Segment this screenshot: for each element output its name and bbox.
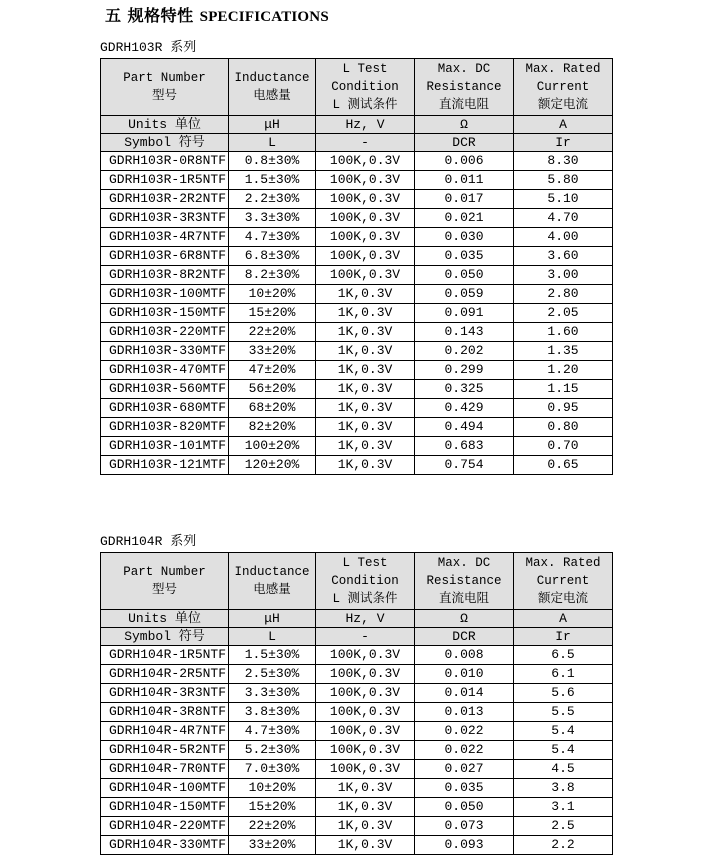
- table-row: [101, 190, 613, 209]
- column-header: [514, 553, 613, 610]
- symbol-row-cell: L: [229, 628, 316, 646]
- value-cell: 0.006: [415, 152, 514, 171]
- part-number-cell: GDRH103R-100MTF: [101, 285, 229, 304]
- table-row: [101, 456, 613, 475]
- value-cell: 100K,0.3V: [316, 171, 415, 190]
- page-title: [0, 0, 713, 27]
- units-row: [101, 610, 613, 628]
- value-cell: 2.5±30%: [229, 665, 316, 684]
- value-cell: 0.143: [415, 323, 514, 342]
- column-header-line: L 测试条件: [332, 592, 398, 606]
- part-number-cell: GDRH104R-220MTF: [101, 817, 229, 836]
- symbol-row-cell: DCR: [415, 628, 514, 646]
- part-number-cell: GDRH104R-5R2NTF: [101, 741, 229, 760]
- part-number-cell: GDRH103R-121MTF: [101, 456, 229, 475]
- value-cell: 4.7±30%: [229, 722, 316, 741]
- part-number-cell: GDRH103R-101MTF: [101, 437, 229, 456]
- units-row-cell: Ω: [415, 116, 514, 134]
- symbol-row-cell: -: [316, 628, 415, 646]
- symbol-row-cell: -: [316, 134, 415, 152]
- part-number-cell: GDRH103R-1R5NTF: [101, 171, 229, 190]
- value-cell: 4.00: [514, 228, 613, 247]
- column-header-line: 额定电流: [537, 98, 588, 112]
- value-cell: 0.073: [415, 817, 514, 836]
- value-cell: 0.035: [415, 247, 514, 266]
- value-cell: 3.8±30%: [229, 703, 316, 722]
- table-row: [101, 798, 613, 817]
- part-number-cell: GDRH103R-3R3NTF: [101, 209, 229, 228]
- value-cell: 10±20%: [229, 779, 316, 798]
- value-cell: 7.0±30%: [229, 760, 316, 779]
- column-header-line: 额定电流: [537, 592, 588, 606]
- value-cell: 1K,0.3V: [316, 380, 415, 399]
- table-row: [101, 304, 613, 323]
- value-cell: 120±20%: [229, 456, 316, 475]
- value-cell: 0.683: [415, 437, 514, 456]
- value-cell: 1K,0.3V: [316, 342, 415, 361]
- column-header-line: 直流电阻: [438, 592, 489, 606]
- value-cell: 3.00: [514, 266, 613, 285]
- column-header-line: Condition: [331, 80, 399, 94]
- value-cell: 5.80: [514, 171, 613, 190]
- table-row: [101, 228, 613, 247]
- column-header-line: Max. DC: [437, 556, 491, 570]
- value-cell: 10±20%: [229, 285, 316, 304]
- header-row: [101, 553, 613, 610]
- value-cell: 0.091: [415, 304, 514, 323]
- value-cell: 2.5: [514, 817, 613, 836]
- series-section-gdrh103r: [0, 39, 713, 475]
- part-number-cell: GDRH104R-1R5NTF: [101, 646, 229, 665]
- column-header-line: Max. Rated: [525, 62, 601, 76]
- column-header: [514, 59, 613, 116]
- units-row-cell: Ω: [415, 610, 514, 628]
- value-cell: 1K,0.3V: [316, 399, 415, 418]
- value-cell: 100K,0.3V: [316, 190, 415, 209]
- part-number-cell: GDRH104R-2R5NTF: [101, 665, 229, 684]
- column-header-line: 直流电阻: [438, 98, 489, 112]
- value-cell: 33±20%: [229, 836, 316, 855]
- column-header-line: 电感量: [253, 583, 291, 597]
- column-header-line: Inductance: [234, 71, 310, 85]
- part-number-cell: GDRH103R-820MTF: [101, 418, 229, 437]
- value-cell: 0.011: [415, 171, 514, 190]
- value-cell: 0.494: [415, 418, 514, 437]
- value-cell: 0.325: [415, 380, 514, 399]
- table-row: [101, 665, 613, 684]
- symbol-row: [101, 628, 613, 646]
- value-cell: 0.093: [415, 836, 514, 855]
- value-cell: 0.8±30%: [229, 152, 316, 171]
- value-cell: 6.8±30%: [229, 247, 316, 266]
- part-number-cell: GDRH103R-330MTF: [101, 342, 229, 361]
- column-header-line: 型号: [151, 583, 177, 597]
- symbol-row-cell: L: [229, 134, 316, 152]
- value-cell: 3.1: [514, 798, 613, 817]
- value-cell: 3.3±30%: [229, 684, 316, 703]
- value-cell: 0.429: [415, 399, 514, 418]
- symbol-row: [101, 134, 613, 152]
- value-cell: 0.030: [415, 228, 514, 247]
- part-number-cell: GDRH103R-150MTF: [101, 304, 229, 323]
- page-title-cn: 五 规格特性: [105, 6, 194, 25]
- value-cell: 0.80: [514, 418, 613, 437]
- table-row: [101, 266, 613, 285]
- part-number-cell: GDRH103R-470MTF: [101, 361, 229, 380]
- value-cell: 1K,0.3V: [316, 418, 415, 437]
- table-row: [101, 418, 613, 437]
- value-cell: 8.30: [514, 152, 613, 171]
- table-row: [101, 817, 613, 836]
- part-number-cell: GDRH103R-0R8NTF: [101, 152, 229, 171]
- value-cell: 100K,0.3V: [316, 228, 415, 247]
- value-cell: 0.95: [514, 399, 613, 418]
- column-header-line: L Test: [342, 556, 388, 570]
- table-row: [101, 741, 613, 760]
- symbol-row-cell: Symbol 符号: [101, 628, 229, 646]
- part-number-cell: GDRH103R-220MTF: [101, 323, 229, 342]
- value-cell: 1K,0.3V: [316, 836, 415, 855]
- value-cell: 100K,0.3V: [316, 247, 415, 266]
- symbol-row-cell: Symbol 符号: [101, 134, 229, 152]
- column-header-line: 型号: [151, 89, 177, 103]
- value-cell: 1K,0.3V: [316, 323, 415, 342]
- value-cell: 100K,0.3V: [316, 665, 415, 684]
- symbol-row-cell: Ir: [514, 134, 613, 152]
- column-header-line: L Test: [342, 62, 388, 76]
- column-header: [101, 553, 229, 610]
- value-cell: 68±20%: [229, 399, 316, 418]
- value-cell: 1K,0.3V: [316, 817, 415, 836]
- symbol-row-cell: DCR: [415, 134, 514, 152]
- table-row: [101, 399, 613, 418]
- column-header-line: Current: [536, 80, 590, 94]
- value-cell: 2.80: [514, 285, 613, 304]
- value-cell: 100K,0.3V: [316, 760, 415, 779]
- value-cell: 0.050: [415, 266, 514, 285]
- part-number-cell: GDRH104R-100MTF: [101, 779, 229, 798]
- value-cell: 100K,0.3V: [316, 722, 415, 741]
- column-header: [316, 59, 415, 116]
- value-cell: 15±20%: [229, 798, 316, 817]
- value-cell: 100K,0.3V: [316, 209, 415, 228]
- value-cell: 2.2±30%: [229, 190, 316, 209]
- table-row: [101, 323, 613, 342]
- value-cell: 0.059: [415, 285, 514, 304]
- value-cell: 100K,0.3V: [316, 684, 415, 703]
- column-header: [101, 59, 229, 116]
- column-header-line: 电感量: [253, 89, 291, 103]
- value-cell: 0.035: [415, 779, 514, 798]
- series-label-gdrh104r: GDRH104R 系列: [100, 534, 197, 549]
- part-number-cell: GDRH103R-560MTF: [101, 380, 229, 399]
- value-cell: 1K,0.3V: [316, 285, 415, 304]
- table-row: [101, 684, 613, 703]
- value-cell: 1K,0.3V: [316, 779, 415, 798]
- column-header: [415, 59, 514, 116]
- spec-table-gdrh104r: [100, 552, 613, 855]
- value-cell: 2.2: [514, 836, 613, 855]
- part-number-cell: GDRH103R-6R8NTF: [101, 247, 229, 266]
- value-cell: 100K,0.3V: [316, 646, 415, 665]
- symbol-row-cell: Ir: [514, 628, 613, 646]
- units-row-cell: Units 单位: [101, 116, 229, 134]
- value-cell: 0.050: [415, 798, 514, 817]
- part-number-cell: GDRH104R-3R8NTF: [101, 703, 229, 722]
- column-header-line: Max. DC: [437, 62, 491, 76]
- value-cell: 0.027: [415, 760, 514, 779]
- table-row: [101, 361, 613, 380]
- value-cell: 5.4: [514, 741, 613, 760]
- table-row: [101, 722, 613, 741]
- part-number-cell: GDRH104R-3R3NTF: [101, 684, 229, 703]
- table-row: [101, 437, 613, 456]
- value-cell: 100K,0.3V: [316, 741, 415, 760]
- value-cell: 0.021: [415, 209, 514, 228]
- series-section-gdrh104r: [0, 533, 713, 855]
- value-cell: 0.017: [415, 190, 514, 209]
- units-row-cell: μH: [229, 116, 316, 134]
- value-cell: 0.022: [415, 722, 514, 741]
- column-header-line: Inductance: [234, 565, 310, 579]
- value-cell: 1.20: [514, 361, 613, 380]
- value-cell: 5.10: [514, 190, 613, 209]
- value-cell: 100±20%: [229, 437, 316, 456]
- value-cell: 1.60: [514, 323, 613, 342]
- spec-table-gdrh103r: [100, 58, 613, 475]
- value-cell: 0.022: [415, 741, 514, 760]
- units-row-cell: A: [514, 610, 613, 628]
- page-title-en: SPECIFICATIONS: [199, 9, 329, 25]
- value-cell: 6.1: [514, 665, 613, 684]
- value-cell: 6.5: [514, 646, 613, 665]
- value-cell: 5.6: [514, 684, 613, 703]
- value-cell: 0.014: [415, 684, 514, 703]
- units-row-cell: μH: [229, 610, 316, 628]
- table-row: [101, 285, 613, 304]
- table-row: [101, 646, 613, 665]
- value-cell: 100K,0.3V: [316, 266, 415, 285]
- value-cell: 33±20%: [229, 342, 316, 361]
- value-cell: 0.65: [514, 456, 613, 475]
- value-cell: 100K,0.3V: [316, 152, 415, 171]
- column-header-line: Resistance: [426, 574, 502, 588]
- column-header: [316, 553, 415, 610]
- table-row: [101, 209, 613, 228]
- part-number-cell: GDRH103R-680MTF: [101, 399, 229, 418]
- value-cell: 4.7±30%: [229, 228, 316, 247]
- units-row-cell: Units 单位: [101, 610, 229, 628]
- value-cell: 1.5±30%: [229, 171, 316, 190]
- value-cell: 22±20%: [229, 817, 316, 836]
- value-cell: 2.05: [514, 304, 613, 323]
- value-cell: 47±20%: [229, 361, 316, 380]
- part-number-cell: GDRH104R-330MTF: [101, 836, 229, 855]
- part-number-cell: GDRH103R-4R7NTF: [101, 228, 229, 247]
- value-cell: 4.70: [514, 209, 613, 228]
- table-row: [101, 703, 613, 722]
- units-row-cell: Hz, V: [316, 610, 415, 628]
- part-number-cell: GDRH104R-150MTF: [101, 798, 229, 817]
- value-cell: 0.70: [514, 437, 613, 456]
- table-row: [101, 342, 613, 361]
- value-cell: 5.5: [514, 703, 613, 722]
- table-row: [101, 380, 613, 399]
- column-header: [415, 553, 514, 610]
- value-cell: 3.3±30%: [229, 209, 316, 228]
- column-header-line: Resistance: [426, 80, 502, 94]
- part-number-cell: GDRH104R-7R0NTF: [101, 760, 229, 779]
- header-row: [101, 59, 613, 116]
- value-cell: 0.754: [415, 456, 514, 475]
- units-row-cell: A: [514, 116, 613, 134]
- part-number-cell: GDRH104R-4R7NTF: [101, 722, 229, 741]
- value-cell: 3.8: [514, 779, 613, 798]
- column-header-line: L 测试条件: [332, 98, 398, 112]
- value-cell: 22±20%: [229, 323, 316, 342]
- value-cell: 5.2±30%: [229, 741, 316, 760]
- column-header: [229, 59, 316, 116]
- value-cell: 1K,0.3V: [316, 456, 415, 475]
- value-cell: 1K,0.3V: [316, 798, 415, 817]
- column-header-line: Part Number: [123, 71, 206, 85]
- value-cell: 0.008: [415, 646, 514, 665]
- value-cell: 1.5±30%: [229, 646, 316, 665]
- value-cell: 0.202: [415, 342, 514, 361]
- column-header-line: Max. Rated: [525, 556, 601, 570]
- value-cell: 1.35: [514, 342, 613, 361]
- table-row: [101, 779, 613, 798]
- column-header: [229, 553, 316, 610]
- part-number-cell: GDRH103R-2R2NTF: [101, 190, 229, 209]
- value-cell: 0.013: [415, 703, 514, 722]
- table-row: [101, 247, 613, 266]
- table-row: [101, 760, 613, 779]
- table-row: [101, 152, 613, 171]
- value-cell: 56±20%: [229, 380, 316, 399]
- units-row: [101, 116, 613, 134]
- units-row-cell: Hz, V: [316, 116, 415, 134]
- value-cell: 1K,0.3V: [316, 361, 415, 380]
- table-row: [101, 836, 613, 855]
- series-label-gdrh103r: GDRH103R 系列: [100, 40, 197, 55]
- value-cell: 15±20%: [229, 304, 316, 323]
- value-cell: 82±20%: [229, 418, 316, 437]
- part-number-cell: GDRH103R-8R2NTF: [101, 266, 229, 285]
- column-header-line: Part Number: [123, 565, 206, 579]
- value-cell: 4.5: [514, 760, 613, 779]
- value-cell: 1.15: [514, 380, 613, 399]
- table-row: [101, 171, 613, 190]
- value-cell: 3.60: [514, 247, 613, 266]
- value-cell: 0.299: [415, 361, 514, 380]
- column-header-line: Current: [536, 574, 590, 588]
- value-cell: 0.010: [415, 665, 514, 684]
- value-cell: 1K,0.3V: [316, 437, 415, 456]
- column-header-line: Condition: [331, 574, 399, 588]
- value-cell: 1K,0.3V: [316, 304, 415, 323]
- value-cell: 8.2±30%: [229, 266, 316, 285]
- value-cell: 5.4: [514, 722, 613, 741]
- value-cell: 100K,0.3V: [316, 703, 415, 722]
